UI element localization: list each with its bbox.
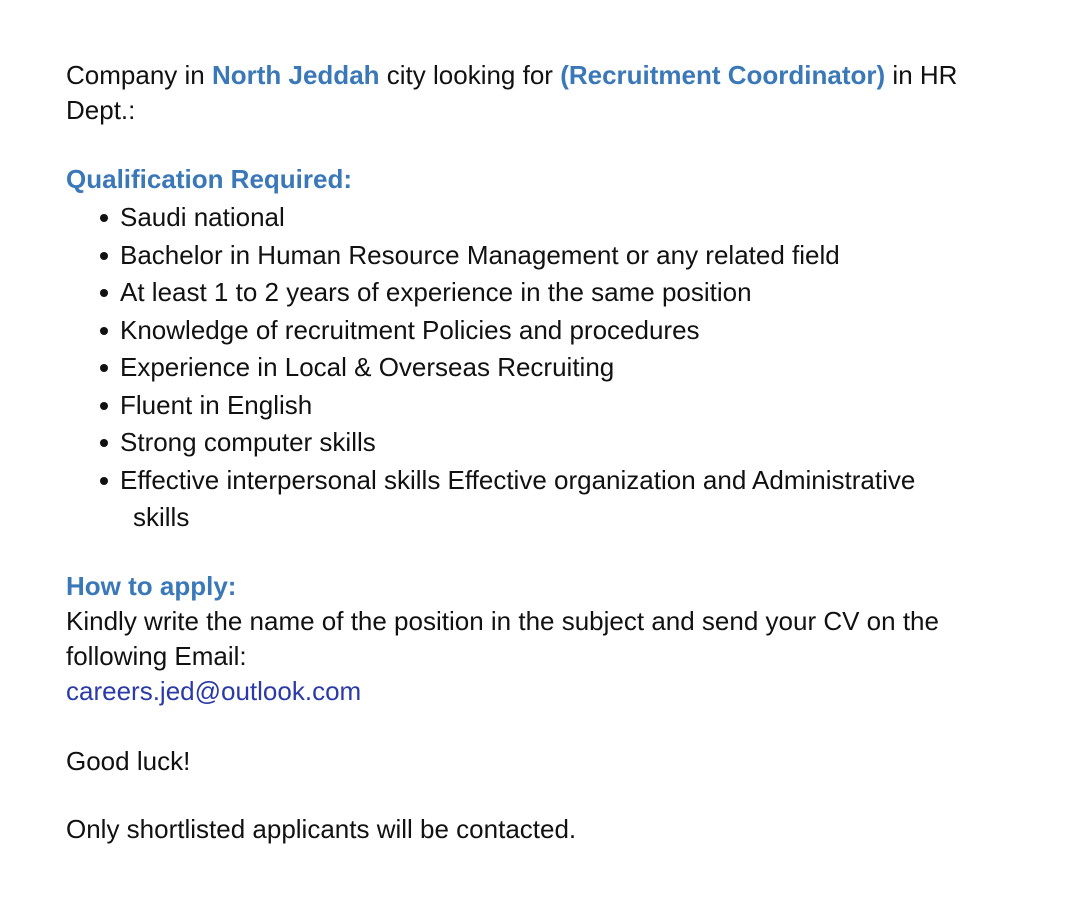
- qualification-text: Fluent in English: [120, 389, 313, 420]
- list-item: [100, 462, 1040, 537]
- qualification-text: Strong computer skills: [120, 427, 376, 457]
- qualifications-title: Qualification Required:: [66, 164, 353, 194]
- qualification-continuation: skills: [133, 502, 190, 532]
- qualification-text: Saudi national: [120, 202, 285, 232]
- intro-city: North Jeddah: [211, 60, 380, 90]
- list-item: [100, 199, 1040, 237]
- list-item: [100, 387, 1040, 425]
- intro-middle: city looking for: [379, 60, 561, 90]
- intro-prefix: Company in: [66, 60, 212, 90]
- list-item: [100, 237, 1040, 275]
- apply-title: How to apply:: [66, 570, 237, 601]
- list-item: [100, 349, 1040, 387]
- qualification-text: At least 1 to 2 years of experience in the same position: [120, 277, 752, 307]
- qualification-text: Effective interpersonal skills Effective organization and Administrative: [120, 464, 916, 495]
- qualification-text: Bachelor in Human Resource Management or any related field: [120, 239, 840, 270]
- intro-position: (Recruitment Coordinator): [560, 60, 886, 90]
- email-link[interactable]: careers.jed@outlook.com: [66, 675, 362, 706]
- apply-instructions: Kindly write the name of the position in the subject and send your CV on the following Email:: [66, 605, 939, 671]
- intro-suffix: in HR Dept.:: [66, 60, 958, 125]
- list-item: [100, 424, 1040, 462]
- good-luck-text: Good luck!: [66, 745, 191, 776]
- qualifications-list: [66, 199, 1040, 537]
- intro-paragraph: [66, 58, 1026, 128]
- qualification-text: Knowledge of recruitment Policies and procedures: [120, 314, 700, 345]
- list-item: [100, 312, 1040, 350]
- shortlist-note: Only shortlisted applicants will be contacted.: [66, 813, 577, 844]
- qualification-text: Experience in Local & Overseas Recruiting: [120, 352, 615, 382]
- list-item: [100, 274, 1040, 312]
